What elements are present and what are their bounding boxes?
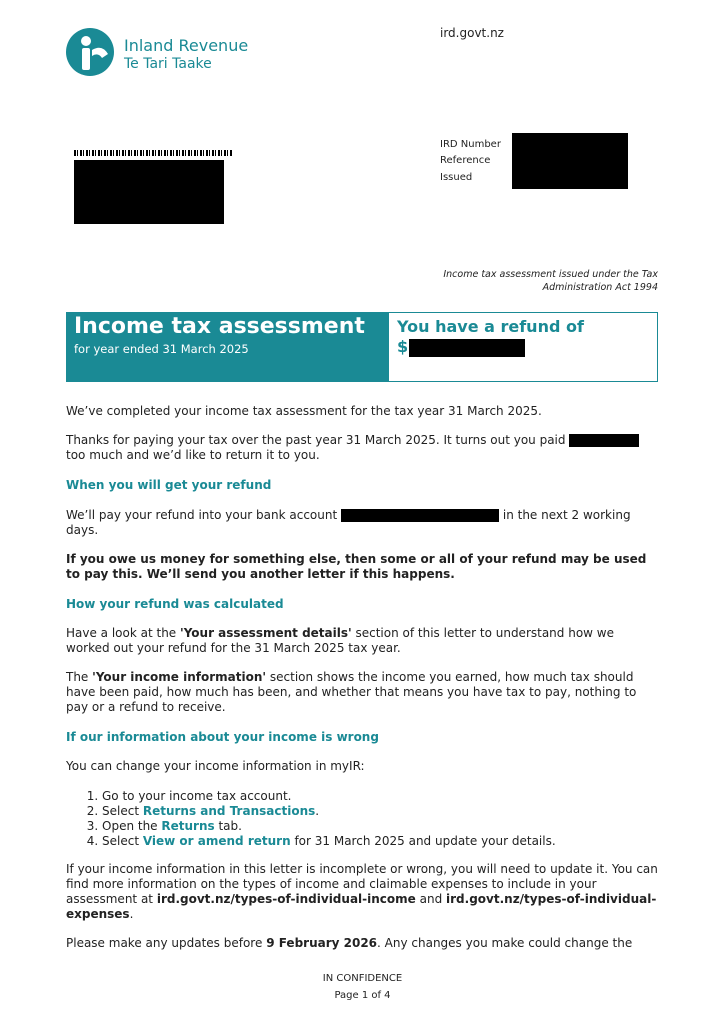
site-url: ird.govt.nz (440, 26, 504, 40)
steps-list (66, 789, 658, 849)
act-note: Income tax assessment issued under the Tax Administration Act 1994 (443, 269, 658, 293)
returns-tab-link[interactable]: Returns (161, 819, 215, 833)
brand-maori-name: Te Tari Taake (124, 56, 212, 72)
refund-title: You have a refund of (397, 317, 584, 336)
update-info-paragraph: If your income information in this letter is incomplete or wrong, you will need to update it. You can find more information on the types of income and claimable expenses to include in your assessment at ird.govt.nz/types-of-individual-income and ird.govt.nz/types-of-individual-expenses. (66, 862, 658, 921)
redacted-refund-amount (409, 339, 525, 357)
ird-logo (66, 28, 256, 80)
refund-currency: $ (397, 337, 409, 356)
view-amend-return-link[interactable]: View or amend return (142, 834, 291, 848)
banner-subtitle: for year ended 31 March 2025 (74, 342, 249, 356)
list-item: 1. Go to your income tax account. (102, 789, 658, 804)
list-item: 4. Select View or amend return for 31 March 2025 and update your details. (102, 834, 658, 849)
deadline-paragraph: Please make any updates before 9 February 2026. Any changes you make could change the (66, 936, 633, 950)
logo-mark-icon (66, 28, 114, 76)
reference-label: Reference (440, 155, 491, 166)
ird-number-label: IRD Number (440, 139, 501, 150)
intro-paragraph: We’ve completed your income tax assessment for the tax year 31 March 2025. (66, 404, 542, 418)
change-income-paragraph: You can change your income information in myIR: (66, 759, 365, 773)
heading-when-refund: When you will get your refund (66, 478, 272, 492)
owe-money-paragraph: If you owe us money for something else, then some or all of your refund may be used to pay this. We’ll send you another letter if this happens. (66, 552, 647, 581)
list-item: 3. Open the Returns tab. (102, 819, 658, 834)
redacted-address (74, 160, 224, 224)
redacted-bank-account (341, 509, 499, 522)
paid-paragraph: Thanks for paying your tax over the past year 31 March 2025. It turns out you paid too much and we’d like to return it to you. (66, 433, 658, 463)
redacted-meta-values (512, 133, 628, 189)
assessment-banner (66, 312, 388, 382)
redacted-overpaid-amount (569, 434, 639, 447)
refund-box (388, 312, 658, 382)
issued-label: Issued (440, 172, 473, 183)
confidential-footer: IN CONFIDENCE (322, 973, 403, 984)
brand-name: Inland Revenue (124, 36, 249, 55)
returns-transactions-link[interactable]: Returns and Transactions (142, 804, 316, 818)
barcode (74, 150, 232, 156)
expense-types-link[interactable]: ird.govt.nz/types-of-individual-expenses (66, 892, 657, 921)
heading-how-calculated: How your refund was calculated (66, 597, 284, 611)
bank-paragraph: We’ll pay your refund into your bank account in the next 2 working days. (66, 508, 631, 537)
assessment-details-paragraph: Have a look at the 'Your assessment details' section of this letter to understand how we worked out your refund for the 31 March 2025 tax year. (66, 626, 614, 655)
heading-info-wrong: If our information about your income is wrong (66, 730, 379, 744)
income-information-paragraph: The 'Your income information' section shows the income you earned, how much tax should have been paid, how much has been, and whether that means you have tax to pay, nothing to pay or a refund to receive. (66, 670, 637, 714)
list-item: 2. Select Returns and Transactions. (102, 804, 658, 819)
page-number: Page 1 of 4 (334, 990, 391, 1001)
banner-title: Income tax assessment (74, 314, 365, 339)
income-types-link[interactable]: ird.govt.nz/types-of-individual-income (156, 892, 416, 906)
